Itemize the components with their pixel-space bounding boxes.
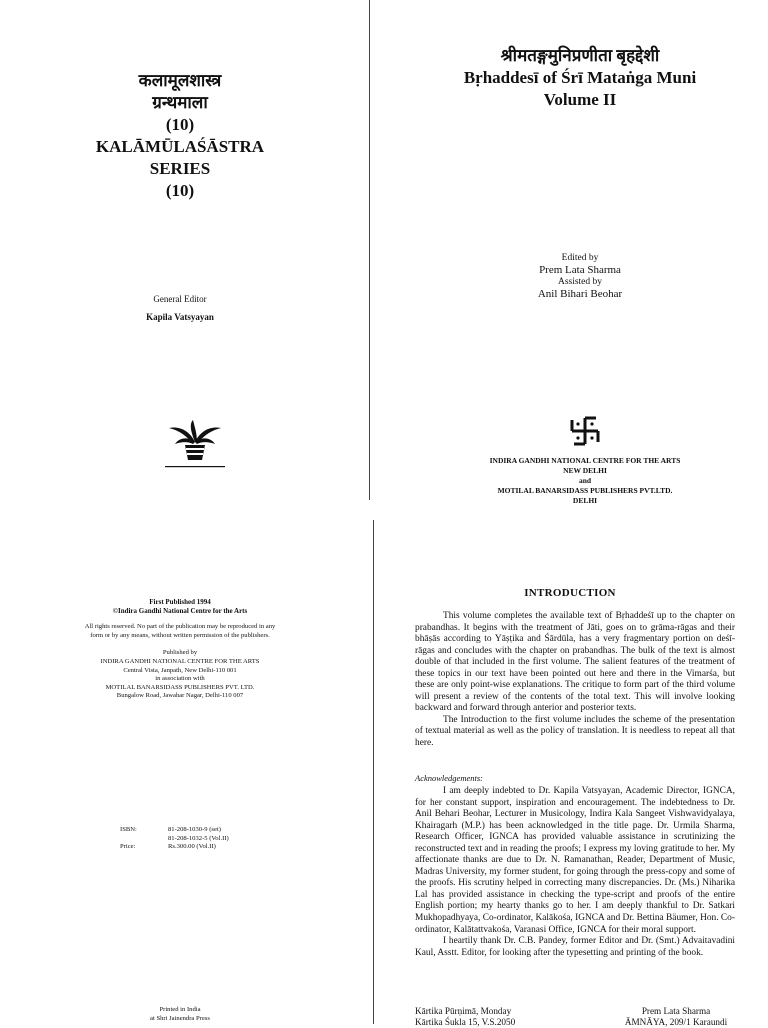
pub-line: Bungalow Road, Jawahar Nagar, Delhi-110 007 [116, 692, 244, 700]
edited-by-label: Edited by [561, 253, 599, 263]
general-editor-block [110, 290, 250, 326]
first-published: First Published 1994 [149, 598, 211, 606]
isbn-volume: 81-208-1032-5 (Vol.II) [168, 834, 229, 842]
series-title-hindi-2: ग्रन्थमाला [152, 93, 208, 112]
publisher-line: and [578, 476, 592, 485]
publisher-line: INDIRA GANDHI NATIONAL CENTRE FOR THE ARTS [489, 456, 681, 465]
isbn-price-block [120, 826, 229, 852]
book-volume: Volume II [543, 90, 617, 109]
series-title-english-2: SERIES [149, 159, 211, 178]
acknowledgements-body [415, 786, 735, 959]
ack-paragraph: I am deeply indebted to Dr. Kapila Vatsyayan, Academic Director, IGNCA, for her constant support, inspiration and encouragement. The indebtedness to Dr. Anil Behari Beohar, Lecturer in Musicology, Indira Kala Sangeet Vishwavidyalaya, Khairagarh (M.P.) has been acknowledged in the title page. Dr. Urmila Sharma, Research Officer, IGNCA has provided valuable assistance in scrutinizing the reconstructed text and in reading the proofs; I express my loving gratitude to her. My affectionate thanks are due to Dr. N. Ramanathan, Reader, Department of Music, Madras University, my former student, for going through the press-copy and some of the proofs. His scrutiny helped in correcting many discrepancies. Dr. (Ms.) Niharika Lal has provided assistance in checking the type-script and proofs of the entire English portion; my hearty thanks go to her. I am deeply thankful to Dr. Satkari Mukhopadhyaya, Co-ordinator, Kalākośa, IGNCA and Dr. Bettina Bäumer, Hon. Co-ordinator, Kalātattvakośa, Varanasi Office, IGNCA for their moral support. [415, 786, 735, 935]
book-title-english: Bṛhaddesī of Śrī Mataṅga Muni [463, 68, 697, 87]
general-editor-name: Kapila Vatsyayan [146, 312, 214, 322]
author-name: Prem Lata Sharma [641, 1006, 711, 1016]
assistant-name: Anil Bihari Beohar [537, 288, 623, 300]
introduction-heading: INTRODUCTION [524, 587, 616, 599]
ack-paragraph: I heartily thank Dr. C.B. Pandey, former Editor and Dr. (Smt.) Advaitavadini Kaul, Asstt. Editor, for looking after the typesetting and printing of the book. [415, 936, 735, 958]
pub-line: INDIRA GANDHI NATIONAL CENTRE FOR THE ARTS [100, 657, 260, 665]
swastika-emblem-icon [568, 414, 602, 448]
series-title-english-1: KALĀMŪLAŚĀSTRA [95, 137, 265, 156]
publisher-line: DELHI [572, 496, 598, 505]
pub-line: MOTILAL BANARSIDASS PUBLISHERS PVT. LTD. [105, 683, 255, 691]
copyright-line: ©Indira Gandhi National Centre for the Arts [112, 606, 248, 615]
publisher-line: NEW DELHI [563, 466, 607, 475]
series-number-2: (10) [165, 181, 195, 200]
assisted-by-label: Assisted by [557, 277, 603, 287]
general-editor-label: General Editor [153, 294, 207, 304]
page-divider-top [369, 0, 370, 500]
pub-line: Central Vista, Janpath, New Delhi-110 001 [123, 666, 237, 674]
book-title [430, 45, 730, 111]
printer-line: Printed in India [159, 1006, 201, 1013]
date-line: Kārtika Śukla 15, V.S.2050 [415, 1017, 516, 1027]
page-divider-bottom [373, 520, 374, 1024]
publisher-line: MOTILAL BANARSIDASS PUBLISHERS PVT.LTD. [497, 486, 673, 495]
acknowledgements-heading: Acknowledgements: [415, 773, 483, 783]
intro-paragraph: The Introduction to the first volume includes the scheme of the presentation of textual material as well as the policy of translation. It is needless to repeat all that here. [415, 714, 735, 749]
author-address: ĀMNĀYA, 209/1 Karaundi [624, 1017, 728, 1027]
isbn-label: ISBN: [120, 826, 137, 833]
price-value: Rs.300.00 (Vol.II) [168, 843, 216, 851]
date-line: Kārtika Pūrṇimā, Monday [415, 1006, 512, 1016]
rights-line: All rights reserved. No part of the publication may be reproduced in any [84, 623, 276, 631]
plant-pot-logo-icon [165, 420, 225, 470]
published-by-label: Published by [162, 649, 198, 657]
book-title-sanskrit: श्रीमतङ्गमुनिप्रणीता बृहद्देशी [500, 46, 660, 65]
signature-date [415, 1006, 515, 1028]
signature-author [612, 1006, 740, 1028]
series-title [95, 70, 265, 202]
printer-block [110, 1006, 250, 1023]
editor-name: Prem Lata Sharma [539, 264, 621, 276]
pub-line: in association with [155, 675, 205, 683]
introduction-body [415, 611, 735, 750]
rights-line: form or by any means, without written permission of the publishers. [90, 631, 270, 639]
editors-block [470, 252, 690, 300]
printer-line: at Shri Jainendra Press [150, 1014, 210, 1022]
series-number-1: (10) [165, 115, 195, 134]
publisher-block [470, 456, 700, 506]
price-label: Price: [120, 843, 136, 851]
isbn-set: 81-208-1030-9 (set) [168, 826, 221, 833]
series-title-hindi-1: कलामूलशास्त्र [138, 71, 222, 90]
imprint-block [55, 598, 305, 701]
intro-paragraph: This volume completes the available text of Bṛhaddeśī up to the chapter on prabandhas. It begins with the treatment of Jāti, goes on to grāma-rāgas and their bhāṣās according to Yāṣṭika and Śārdūla, has a very fragmentary portion on deśī-rāgas and concludes with the chapter on prabandhas. The bulk of the text is almost double of that included in the first volume. The salient features of the treatment of these topics in our text have been pointed out here and there in the Vimarśa, but these are only point-wise explanations. The critique to form part of the third volume will present a review of the contents of the total text. This will involve looking backward and forward through anterior and posterior texts. [415, 611, 735, 714]
